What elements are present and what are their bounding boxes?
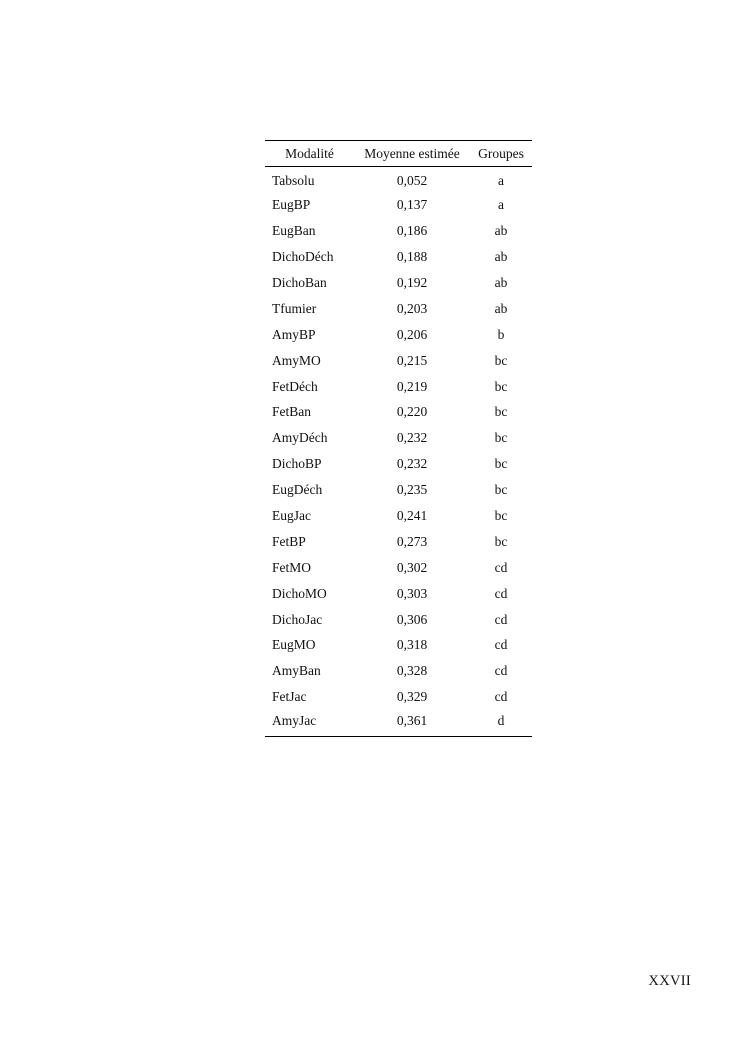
cell-moyenne: 0,235 xyxy=(396,482,428,498)
table-row xyxy=(265,244,532,270)
cell-groupes: b xyxy=(497,326,505,342)
header-moyenne: Moyenne estimée xyxy=(364,145,460,161)
table-row xyxy=(265,425,532,451)
cell-groupes: bc xyxy=(494,533,508,549)
cell-modalite: FetBP xyxy=(272,533,306,549)
cell-groupes: d xyxy=(497,712,505,728)
header-groupes: Groupes xyxy=(478,145,524,161)
table-row xyxy=(265,658,532,684)
cell-modalite: EugDéch xyxy=(272,482,323,498)
cell-modalite: FetBan xyxy=(272,404,311,420)
cell-moyenne: 0,302 xyxy=(396,559,428,575)
cell-modalite: Tabsolu xyxy=(272,172,315,188)
header-row xyxy=(265,141,532,167)
cell-modalite: DichoMO xyxy=(272,585,327,601)
table-row xyxy=(265,348,532,374)
cell-moyenne: 0,361 xyxy=(396,712,428,728)
cell-groupes: cd xyxy=(494,689,508,705)
cell-moyenne: 0,188 xyxy=(396,249,428,265)
table-header xyxy=(265,141,532,167)
table-row xyxy=(265,296,532,322)
table-row xyxy=(265,451,532,477)
cell-modalite: EugMO xyxy=(272,637,316,653)
cell-moyenne: 0,273 xyxy=(396,533,428,549)
results-table xyxy=(265,140,532,737)
cell-moyenne: 0,137 xyxy=(396,197,428,213)
cell-modalite: FetMO xyxy=(272,559,312,575)
cell-groupes: bc xyxy=(494,508,508,524)
cell-moyenne: 0,329 xyxy=(396,689,428,705)
header-modalite: Modalité xyxy=(285,145,334,161)
cell-modalite: Tfumier xyxy=(272,300,317,316)
cell-modalite: DichoDéch xyxy=(272,249,334,265)
table-row xyxy=(265,503,532,529)
cell-moyenne: 0,219 xyxy=(396,378,428,394)
cell-groupes: bc xyxy=(494,456,508,472)
table-row xyxy=(265,607,532,633)
cell-moyenne: 0,186 xyxy=(396,223,428,239)
cell-groupes: cd xyxy=(494,585,508,601)
cell-groupes: a xyxy=(498,172,504,188)
table-row xyxy=(265,167,532,193)
cell-modalite: EugBan xyxy=(272,223,316,239)
table-row xyxy=(265,477,532,503)
cell-groupes: bc xyxy=(494,352,508,368)
cell-moyenne: 0,241 xyxy=(396,508,428,524)
table-row xyxy=(265,581,532,607)
table-row xyxy=(265,374,532,400)
table-row xyxy=(265,633,532,659)
cell-groupes: bc xyxy=(494,378,508,394)
cell-modalite: AmyBP xyxy=(272,326,316,342)
cell-groupes: a xyxy=(498,197,504,213)
cell-moyenne: 0,220 xyxy=(396,404,428,420)
table-row xyxy=(265,218,532,244)
page-number: XXVII xyxy=(648,973,691,989)
table-row xyxy=(265,322,532,348)
cell-moyenne: 0,318 xyxy=(396,637,428,653)
cell-moyenne: 0,232 xyxy=(396,456,428,472)
cell-moyenne: 0,203 xyxy=(396,300,428,316)
cell-modalite: DichoJac xyxy=(272,611,323,627)
cell-groupes: bc xyxy=(494,430,508,446)
cell-groupes: cd xyxy=(494,559,508,575)
cell-modalite: EugBP xyxy=(272,197,311,213)
cell-moyenne: 0,206 xyxy=(396,326,428,342)
cell-groupes: cd xyxy=(494,637,508,653)
table-row xyxy=(265,684,532,710)
cell-modalite: FetDéch xyxy=(272,378,318,394)
cell-modalite: DichoBan xyxy=(272,275,327,290)
cell-modalite: EugJac xyxy=(272,508,311,524)
cell-modalite: AmyDéch xyxy=(272,430,328,446)
cell-moyenne: 0,052 xyxy=(396,172,428,188)
cell-moyenne: 0,328 xyxy=(396,663,428,679)
cell-groupes: cd xyxy=(494,663,508,679)
cell-moyenne: 0,232 xyxy=(396,430,428,446)
table-row xyxy=(265,400,532,426)
cell-groupes: bc xyxy=(494,404,508,420)
cell-groupes: ab xyxy=(494,275,508,290)
cell-moyenne: 0,192 xyxy=(396,275,428,290)
cell-moyenne: 0,215 xyxy=(396,352,428,368)
cell-groupes: ab xyxy=(494,223,508,239)
cell-modalite: DichoBP xyxy=(272,456,322,472)
cell-modalite: AmyBan xyxy=(272,663,321,679)
table-row xyxy=(265,529,532,555)
table-row xyxy=(265,555,532,581)
table-row xyxy=(265,710,532,736)
table-row xyxy=(265,192,532,218)
table-row xyxy=(265,270,532,296)
cell-groupes: ab xyxy=(494,300,508,316)
cell-modalite: FetJac xyxy=(272,689,307,705)
cell-modalite: AmyMO xyxy=(272,352,321,368)
cell-groupes: ab xyxy=(494,249,508,265)
table-body xyxy=(265,167,532,737)
cell-modalite: AmyJac xyxy=(272,712,317,728)
cell-groupes: cd xyxy=(494,611,508,627)
cell-moyenne: 0,306 xyxy=(396,611,428,627)
cell-groupes: bc xyxy=(494,482,508,498)
cell-moyenne: 0,303 xyxy=(396,585,428,601)
